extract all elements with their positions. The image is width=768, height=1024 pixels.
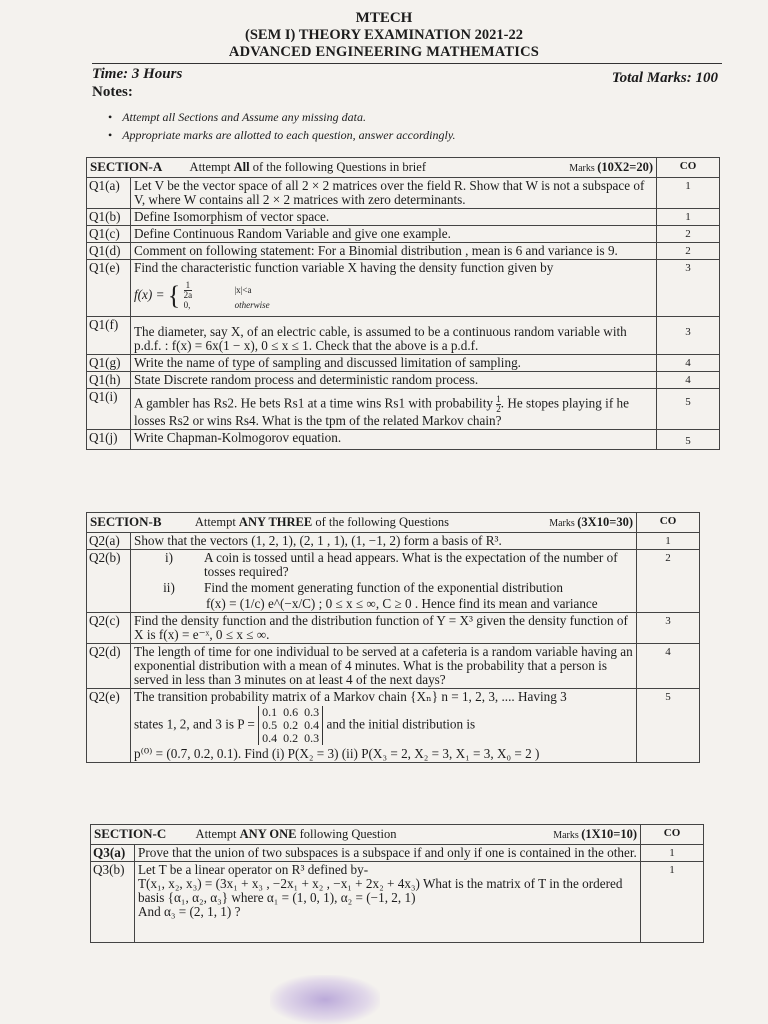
question-text — [131, 260, 657, 317]
question-row — [91, 862, 704, 943]
question-row — [87, 226, 720, 243]
question-text: Show that the vectors (1, 2, 1), (2, 1 , 1), (1, −1, 2) form a basis of R³. — [131, 533, 637, 550]
exam-program: MTECH — [355, 10, 413, 26]
section-c-marks: Marks (1X10=10) — [553, 827, 637, 841]
question-row — [87, 209, 720, 226]
question-number: Q1(f) — [87, 317, 131, 355]
section-b-header-row — [87, 513, 700, 533]
fraction: $\frac{1}{2}$ — [496, 394, 501, 414]
co-header: CO — [657, 158, 720, 178]
co-value: 1 — [641, 862, 704, 943]
question-row — [87, 613, 700, 644]
question-text: Comment on following statement: For a Binomial distribution , mean is 6 and variance is 9. — [131, 243, 657, 260]
question-text: Find the density function and the distribution function of Y = X³ given the density function of X is f(x) = e⁻ˣ, 0 ≤ x ≤ ∞. — [131, 613, 637, 644]
question-number: Q1(g) — [87, 355, 131, 372]
question-number: Q2(b) — [87, 550, 131, 613]
question-text: Let V be the vector space of all 2 × 2 matrices over the field R. Show that W is not a subspace of V, where W contains all 2 × 2 matrices with zero determinants. — [131, 178, 657, 209]
fraction: $\frac{1}{2a}$ — [183, 280, 193, 300]
ink-stain — [270, 975, 380, 1024]
notes-label: Notes: — [92, 84, 133, 100]
sub-question-text: A coin is tossed until a head appears. What is the expectation of the number of tosses required? — [204, 550, 618, 579]
question-prompt: Find the characteristic function variable X having the density function given by — [134, 260, 554, 275]
section-c-title: SECTION-C — [94, 826, 167, 841]
section-b-marks: Marks (3X10=30) — [549, 515, 633, 529]
question-text-last: p⁽⁰⁾ = (0.7, 0.2, 0.1). Find (i) P(X₂ = 3) (ii) P(X₃ = 2, X₂ = 3, X₁ = 3, X₀ = 2 ) — [134, 746, 540, 761]
section-c-header-row — [91, 825, 704, 845]
sub-question — [134, 551, 633, 579]
co-value: 4 — [657, 372, 720, 389]
note-text: Appropriate marks are allotted to each question, answer accordingly. — [122, 128, 456, 142]
question-text: Prove that the union of two subspaces is a subspace if and only if one is contained in the other. — [135, 845, 641, 862]
question-row — [87, 243, 720, 260]
question-number: Q1(b) — [87, 209, 131, 226]
co-value: 5 — [657, 389, 720, 430]
formula-lhs: f(x) = — [134, 287, 165, 303]
question-text: The length of time for one individual to be served at a cafeteria is a random variable having an exponential distribution with a mean of 4 minutes. What is the probability that a person is served in less than 3 minutes on at least 4 of the next days? — [131, 644, 637, 689]
co-value: 3 — [657, 317, 720, 355]
question-number: Q1(i) — [87, 389, 131, 430]
density-formula — [134, 281, 653, 311]
transition-matrix: 0.1 0.6 0.3 0.5 0.2 0.4 0.4 0.2 0.3 — [258, 706, 323, 745]
question-number: Q2(d) — [87, 644, 131, 689]
question-number: Q1(d) — [87, 243, 131, 260]
question-text — [131, 689, 637, 763]
question-row — [87, 389, 720, 430]
piecewise-cases — [184, 281, 270, 311]
co-value: 2 — [637, 550, 700, 613]
question-text: Define Continuous Random Variable and give one example. — [131, 226, 657, 243]
question-number: Q1(j) — [87, 430, 131, 450]
operator-definition: T(x₁, x₂, x₃) = (3x₁ + x₃ , −2x₁ + x₂ , −x₁ + 2x₂ + 4x₃) What is the matrix of T in the ordered basis {α₁, α₂, α₃} where α₁ = (1, 0, 1), α₂ = (−1, 2, 1) — [138, 876, 623, 905]
question-row — [87, 355, 720, 372]
bullet-icon: • — [108, 128, 113, 142]
section-b-table — [86, 512, 700, 763]
co-header: CO — [637, 513, 700, 533]
co-value: 1 — [641, 845, 704, 862]
co-value: 5 — [637, 689, 700, 763]
question-row — [87, 317, 720, 355]
question-text — [135, 862, 641, 943]
question-number: Q2(c) — [87, 613, 131, 644]
co-value: 1 — [657, 209, 720, 226]
co-value: 3 — [637, 613, 700, 644]
question-number: Q2(a) — [87, 533, 131, 550]
exponential-formula: f(x) = (1/c) e^(−x/C) ; 0 ≤ x ≤ ∞, C ≥ 0 . Hence find its mean and variance — [206, 596, 598, 611]
question-row — [87, 260, 720, 317]
question-text: Write Chapman-Kolmogorov equation. — [131, 430, 657, 450]
question-number: Q1(c) — [87, 226, 131, 243]
exam-title: (SEM I) THEORY EXAMINATION 2021-22 — [245, 27, 523, 43]
question-text: The diameter, say X, of an electric cable, is assumed to be a continuous random variable with p.d.f. : f(x) = 6x(1 − x), 0 ≤ x ≤ 1. Check that the above is a p.d.f. — [131, 317, 657, 355]
total-marks-label: Total Marks: 100 — [611, 70, 718, 86]
question-row — [87, 533, 700, 550]
brace-icon: { — [167, 281, 181, 310]
question-number: Q1(h) — [87, 372, 131, 389]
matrix-line — [134, 706, 633, 745]
case-condition: |x|<a — [234, 284, 252, 295]
question-row — [87, 372, 720, 389]
section-a-instruction: Attempt All of the following Questions in brief — [189, 160, 426, 174]
section-b-instruction: Attempt ANY THREE of the following Questions — [194, 515, 449, 529]
question-row — [87, 689, 700, 763]
time-label: Time: 3 Hours — [92, 66, 183, 82]
co-value: 4 — [637, 644, 700, 689]
sub-question-text: Find the moment generating function of the exponential distribution — [204, 580, 563, 595]
question-number: Q1(e) — [87, 260, 131, 317]
note-item — [108, 128, 456, 143]
co-value: 1 — [637, 533, 700, 550]
question-text — [131, 550, 637, 613]
note-text: Attempt all Sections and Assume any missing data. — [122, 110, 366, 124]
co-value: 2 — [657, 226, 720, 243]
note-item — [108, 110, 366, 125]
case-value: 0, — [183, 300, 191, 310]
question-text: State Discrete random process and deterministic random process. — [131, 372, 657, 389]
question-text: A gambler has Rs2. He bets Rs1 at a time wins Rs1 with probability $\frac{1}{2}$ . He stopes playing if he losses Rs2 or wins Rs4. What is the tpm of the related Markov chain? — [131, 389, 657, 430]
question-row — [87, 550, 700, 613]
co-header: CO — [641, 825, 704, 845]
question-text: Define Isomorphism of vector space. — [131, 209, 657, 226]
question-prompt: The transition probability matrix of a Markov chain {Xₙ} n = 1, 2, 3, .... Having 3 — [134, 689, 567, 704]
matrix-trailing-text: and the initial distribution is — [326, 716, 476, 732]
question-number: Q3(b) — [91, 862, 135, 943]
question-row — [87, 430, 720, 450]
header-rule — [92, 63, 722, 64]
co-value: 2 — [657, 243, 720, 260]
co-value: 4 — [657, 355, 720, 372]
question-number: Q2(e) — [87, 689, 131, 763]
section-b-title: SECTION-B — [90, 514, 162, 529]
subject-title: ADVANCED ENGINEERING MATHEMATICS — [228, 44, 540, 60]
section-a-header-row — [87, 158, 720, 178]
section-c-instruction: Attempt ANY ONE following Question — [195, 827, 397, 841]
question-prompt: Let T be a linear operator on R³ defined by- — [138, 862, 369, 877]
matrix-label: states 1, 2, and 3 is P = — [134, 716, 255, 732]
sub-question-number: i) — [164, 550, 174, 565]
bullet-icon: • — [108, 110, 113, 124]
case-condition: otherwise — [234, 300, 270, 310]
question-row — [91, 845, 704, 862]
sub-question-number: ii) — [163, 580, 175, 595]
question-text-last: And α₃ = (2, 1, 1) ? — [138, 904, 241, 919]
section-a-title: SECTION-A — [90, 159, 163, 174]
section-a-marks: Marks (10X2=20) — [569, 160, 653, 174]
co-value: 5 — [657, 430, 720, 450]
sub-question — [134, 581, 633, 595]
question-number: Q3(a) — [91, 845, 135, 862]
question-row — [87, 644, 700, 689]
section-a-table — [86, 157, 720, 450]
co-value: 1 — [657, 178, 720, 209]
section-c-table — [90, 824, 704, 943]
question-row — [87, 178, 720, 209]
question-text: Write the name of type of sampling and discussed limitation of sampling. — [131, 355, 657, 372]
co-value: 3 — [657, 260, 720, 317]
question-number: Q1(a) — [87, 178, 131, 209]
